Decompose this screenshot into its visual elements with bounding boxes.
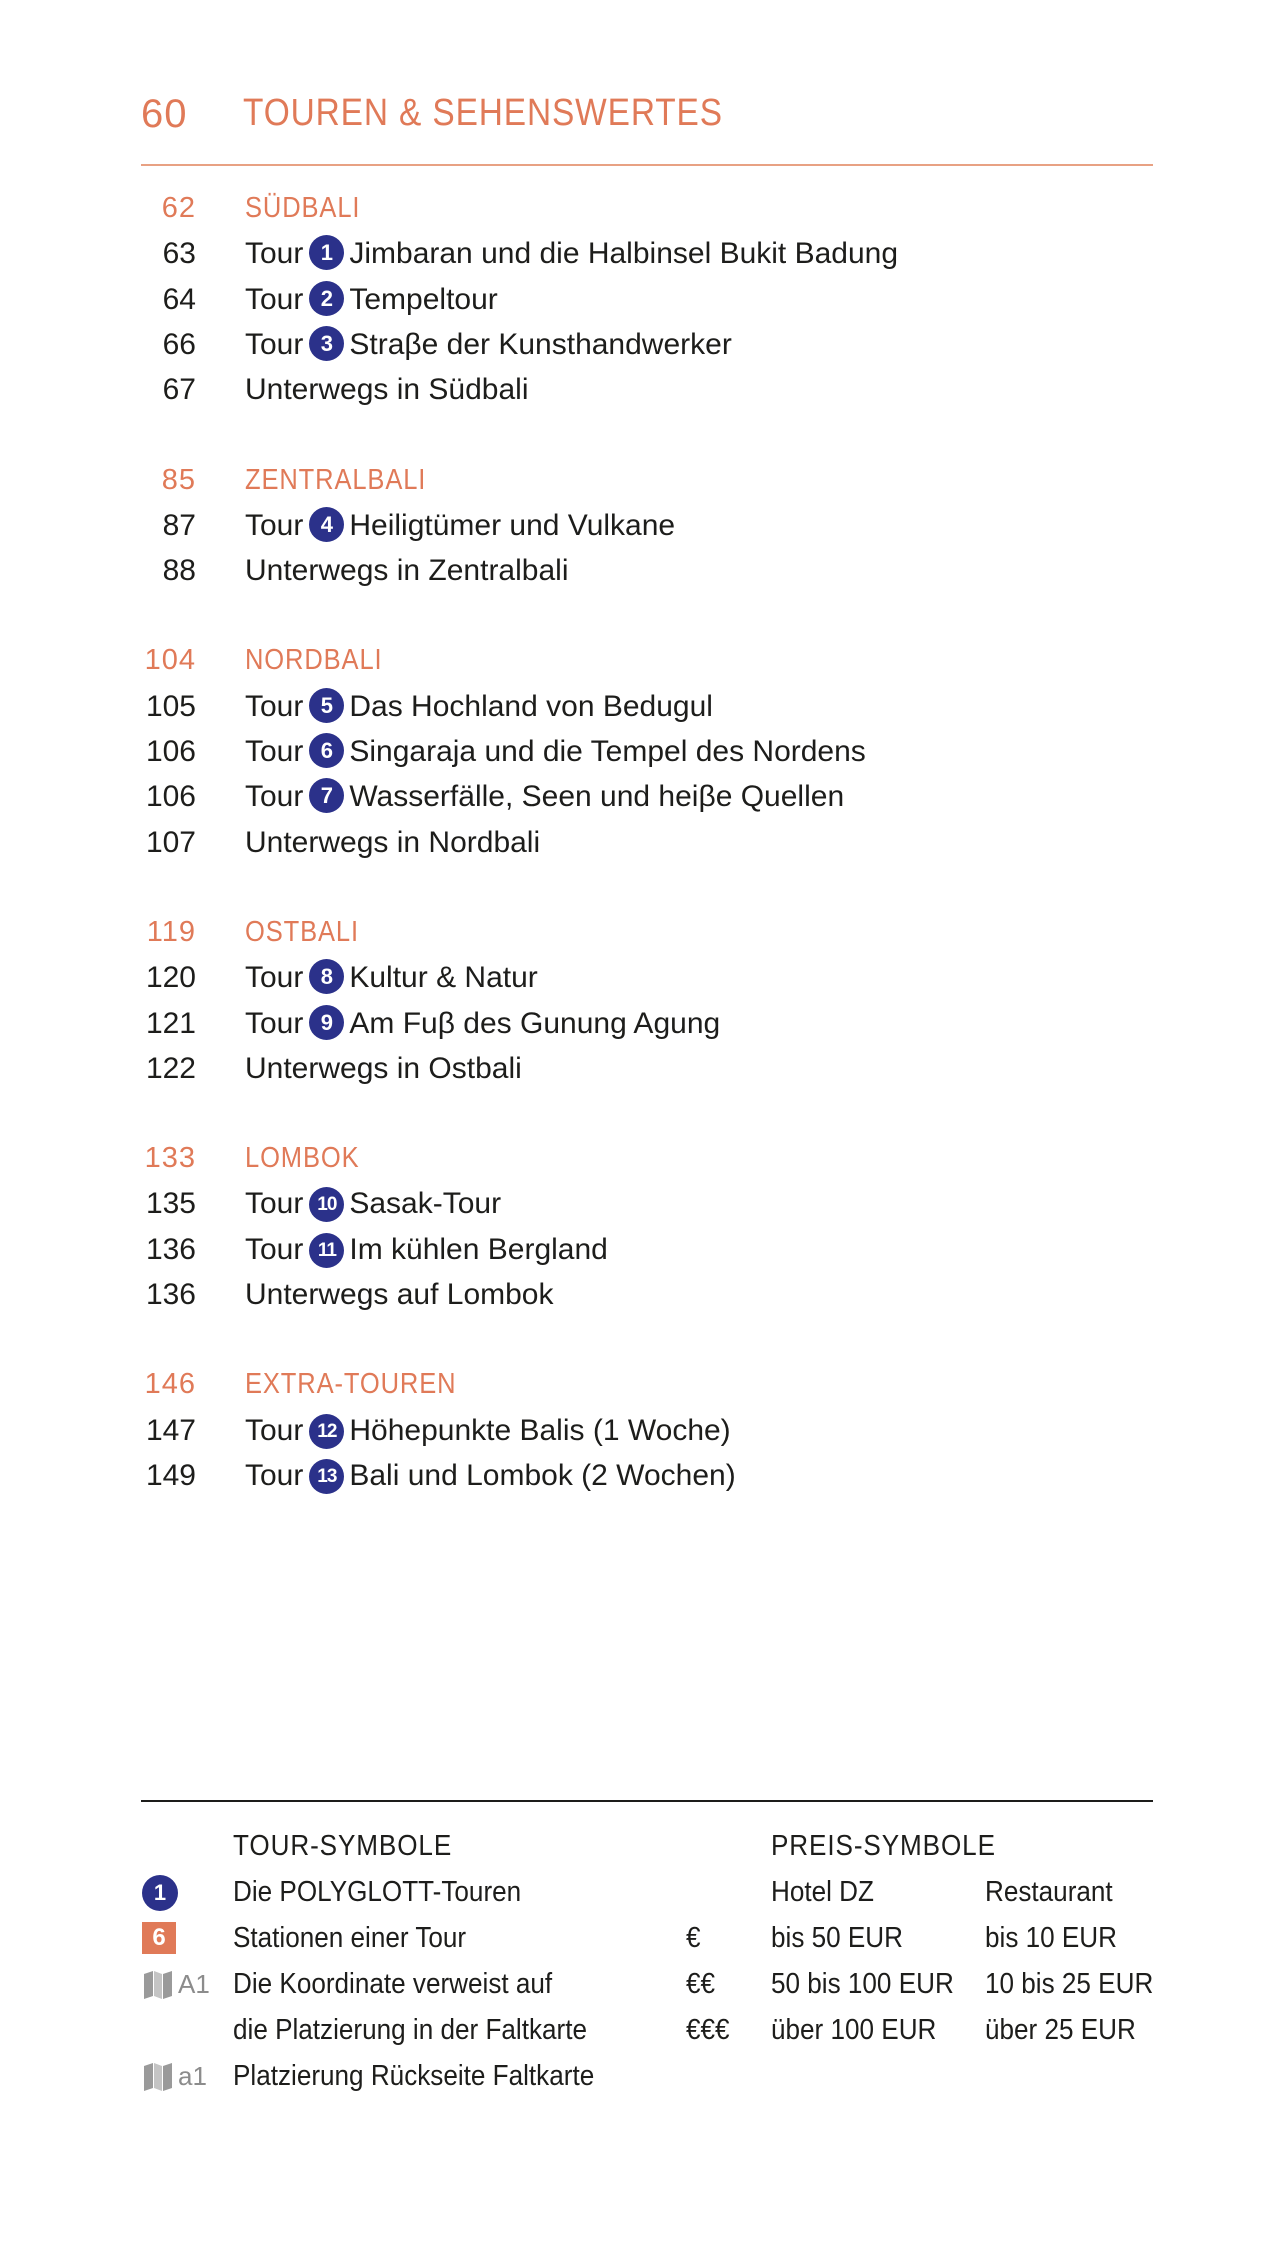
tour-title: Höhepunkte Balis (1 Woche): [349, 1413, 731, 1447]
entry-page-number: 88: [162, 554, 196, 588]
entry-label: [245, 503, 675, 548]
tour-prefix: Tour: [245, 282, 304, 316]
tour-prefix: Tour: [245, 1413, 304, 1447]
tour-number-badge: 10: [309, 1187, 344, 1222]
toc-entry[interactable]: [0, 684, 1275, 729]
entry-page-number: 66: [162, 327, 196, 361]
tour-number-badge: 5: [309, 688, 344, 723]
entry-page-number: 105: [145, 689, 196, 723]
tour-symbol-label: Die POLYGLOTT-Touren: [233, 1876, 522, 1908]
section-heading: [0, 910, 1275, 955]
tour-number-badge: 12: [309, 1414, 344, 1449]
section-page-number: 104: [144, 644, 196, 677]
price-symbol: €€: [686, 1968, 716, 2000]
section-heading: [0, 1362, 1275, 1407]
entry-page-number: 122: [145, 1051, 196, 1085]
tour-prefix: Tour: [245, 1458, 304, 1492]
entry-label: Unterwegs in Ostbali: [245, 1051, 522, 1085]
tour-prefix: Tour: [245, 689, 304, 723]
tour-prefix: Tour: [245, 1232, 304, 1266]
folded-map-icon: [143, 1969, 173, 1999]
entry-label: [245, 1001, 720, 1046]
tour-number-badge: 9: [309, 1005, 344, 1040]
tour-number-badge: 11: [309, 1233, 344, 1268]
section-title: ZENTRALBALI: [245, 463, 427, 496]
toc-entry[interactable]: [0, 277, 1275, 322]
hotel-price: bis 50 EUR: [771, 1922, 904, 1954]
entry-page-number: 87: [162, 508, 196, 542]
tour-symbols-heading: TOUR-SYMBOLE: [233, 1830, 453, 1862]
entry-label: [245, 684, 713, 729]
tour-number-badge: 2: [309, 281, 344, 316]
folded-map-back-icon: [143, 2061, 173, 2091]
entry-page-number: 67: [162, 373, 196, 407]
section-heading: [0, 1136, 1275, 1181]
entry-page-number: 149: [145, 1458, 196, 1492]
section-title: EXTRA-TOUREN: [245, 1368, 457, 1401]
toc-entry[interactable]: [0, 1408, 1275, 1453]
hotel-price: über 100 EUR: [771, 2014, 937, 2046]
price-symbol: €€€: [686, 2014, 730, 2046]
section-title: OSTBALI: [245, 915, 359, 948]
chapter-page-number: 60: [141, 92, 188, 136]
entry-label: Unterwegs auf Lombok: [245, 1278, 554, 1311]
section-heading: [0, 638, 1275, 683]
coordinate-code: A1: [178, 1969, 210, 1999]
tour-title: Singaraja und die Tempel des Nordens: [349, 735, 866, 768]
coordinate-label-line-2: die Platzierung in der Faltkarte: [233, 2014, 587, 2046]
section-page-number: 85: [161, 463, 196, 496]
toc-entry[interactable]: [0, 1181, 1275, 1226]
entry-label: [245, 955, 538, 1000]
toc-entry[interactable]: [0, 1453, 1275, 1498]
entry-page-number: 120: [145, 961, 196, 995]
chapter-title: TOUREN & SEHENSWERTES: [243, 92, 723, 134]
station-symbol-label: Stationen einer Tour: [233, 1922, 467, 1954]
tour-title: Im kühlen Bergland: [349, 1232, 608, 1266]
tour-prefix: Tour: [245, 1006, 304, 1040]
entry-page-number: 106: [145, 780, 196, 814]
entry-label: [245, 1408, 731, 1453]
tour-number-badge: 13: [309, 1459, 344, 1494]
section-page-number: 146: [144, 1368, 196, 1401]
entry-label: [245, 774, 844, 819]
toc-entry[interactable]: [0, 503, 1275, 548]
toc-entry[interactable]: [0, 774, 1275, 819]
toc-entry[interactable]: [0, 367, 1275, 412]
entry-label: Unterwegs in Nordbali: [245, 825, 541, 859]
restaurant-column-header: Restaurant: [985, 1876, 1113, 1908]
entry-page-number: 121: [145, 1006, 196, 1040]
section-page-number: 133: [144, 1142, 196, 1175]
restaurant-price: bis 10 EUR: [985, 1922, 1118, 1954]
toc-entry[interactable]: [0, 955, 1275, 1000]
price-symbol: €: [686, 1922, 701, 1954]
entry-page-number: 64: [162, 282, 196, 316]
tour-prefix: Tour: [245, 961, 304, 995]
section-title: LOMBOK: [245, 1142, 360, 1175]
toc-entry[interactable]: [0, 322, 1275, 367]
entry-page-number: 136: [145, 1278, 196, 1311]
entry-page-number: 106: [145, 735, 196, 768]
tour-prefix: Tour: [245, 327, 304, 361]
entry-page-number: 63: [162, 237, 196, 271]
entry-label: Unterwegs in Zentralbali: [245, 554, 569, 588]
tour-title: Heiligtümer und Vulkane: [349, 508, 676, 542]
tour-title: Wasserfälle, Seen und heiβe Quellen: [349, 780, 845, 814]
toc-entry[interactable]: [0, 1001, 1275, 1046]
tour-prefix: Tour: [245, 735, 304, 768]
entry-page-number: 147: [145, 1413, 196, 1447]
toc-entry[interactable]: [0, 1272, 1275, 1317]
entry-page-number: 135: [145, 1187, 196, 1221]
section-heading: [0, 458, 1275, 503]
entry-label: Unterwegs in Südbali: [245, 373, 529, 407]
tour-title: Straβe der Kunsthandwerker: [349, 327, 732, 361]
restaurant-price: über 25 EUR: [985, 2014, 1136, 2046]
section-heading: [0, 186, 1275, 231]
station-symbol: 6: [142, 1922, 176, 1954]
entry-label: [245, 277, 498, 322]
section-page-number: 119: [146, 915, 196, 948]
hotel-column-header: Hotel DZ: [771, 1876, 874, 1908]
tour-number-badge: 6: [309, 733, 344, 768]
tour-number-badge: 1: [309, 235, 344, 270]
entry-label: [245, 729, 866, 774]
toc-entry[interactable]: [0, 1227, 1275, 1272]
tour-title: Das Hochland von Bedugul: [349, 689, 713, 723]
toc-entry[interactable]: [0, 548, 1275, 593]
restaurant-price: 10 bis 25 EUR: [985, 1968, 1154, 2000]
tour-prefix: Tour: [245, 237, 304, 271]
toc-entry[interactable]: [0, 820, 1275, 865]
entry-label: [245, 322, 732, 367]
tour-title: Sasak-Tour: [349, 1187, 502, 1221]
section-title: NORDBALI: [245, 644, 383, 677]
tour-number-badge: 8: [309, 959, 344, 994]
toc-entry[interactable]: [0, 729, 1275, 774]
back-placement-label: Platzierung Rückseite Faltkarte: [233, 2060, 595, 2092]
tour-title: Kultur & Natur: [349, 961, 538, 995]
tour-prefix: Tour: [245, 508, 304, 542]
tour-number-badge: 7: [309, 778, 344, 813]
section-page-number: 62: [161, 192, 196, 224]
tour-number-badge: 3: [309, 326, 344, 361]
entry-page-number: 136: [145, 1232, 196, 1266]
tour-number-symbol: 1: [142, 1875, 178, 1911]
tour-prefix: Tour: [245, 780, 304, 814]
tour-number-badge: 4: [309, 507, 344, 542]
entry-label: [245, 1453, 736, 1498]
tour-title: Bali und Lombok (2 Wochen): [349, 1458, 736, 1492]
entry-label: [245, 1227, 608, 1272]
tour-prefix: Tour: [245, 1187, 304, 1221]
section-title: SÜDBALI: [245, 192, 361, 224]
entry-label: [245, 231, 898, 276]
hotel-price: 50 bis 100 EUR: [771, 1968, 954, 2000]
coordinate-label-line-1: Die Koordinate verweist auf: [233, 1968, 553, 2000]
toc-entry[interactable]: [0, 1046, 1275, 1091]
chapter-header: [141, 84, 1153, 166]
toc-entry[interactable]: [0, 231, 1275, 276]
tour-title: Tempeltour: [349, 282, 498, 316]
entry-label: [245, 1181, 501, 1226]
price-symbols-heading: PREIS-SYMBOLE: [771, 1830, 996, 1862]
tour-title: Jimbaran und die Halbinsel Bukit Badung: [349, 237, 899, 271]
legend-divider: [141, 1800, 1153, 1802]
entry-page-number: 107: [145, 825, 196, 859]
back-coordinate-code: a1: [178, 2061, 207, 2091]
tour-title: Am Fuβ des Gunung Agung: [349, 1006, 721, 1040]
